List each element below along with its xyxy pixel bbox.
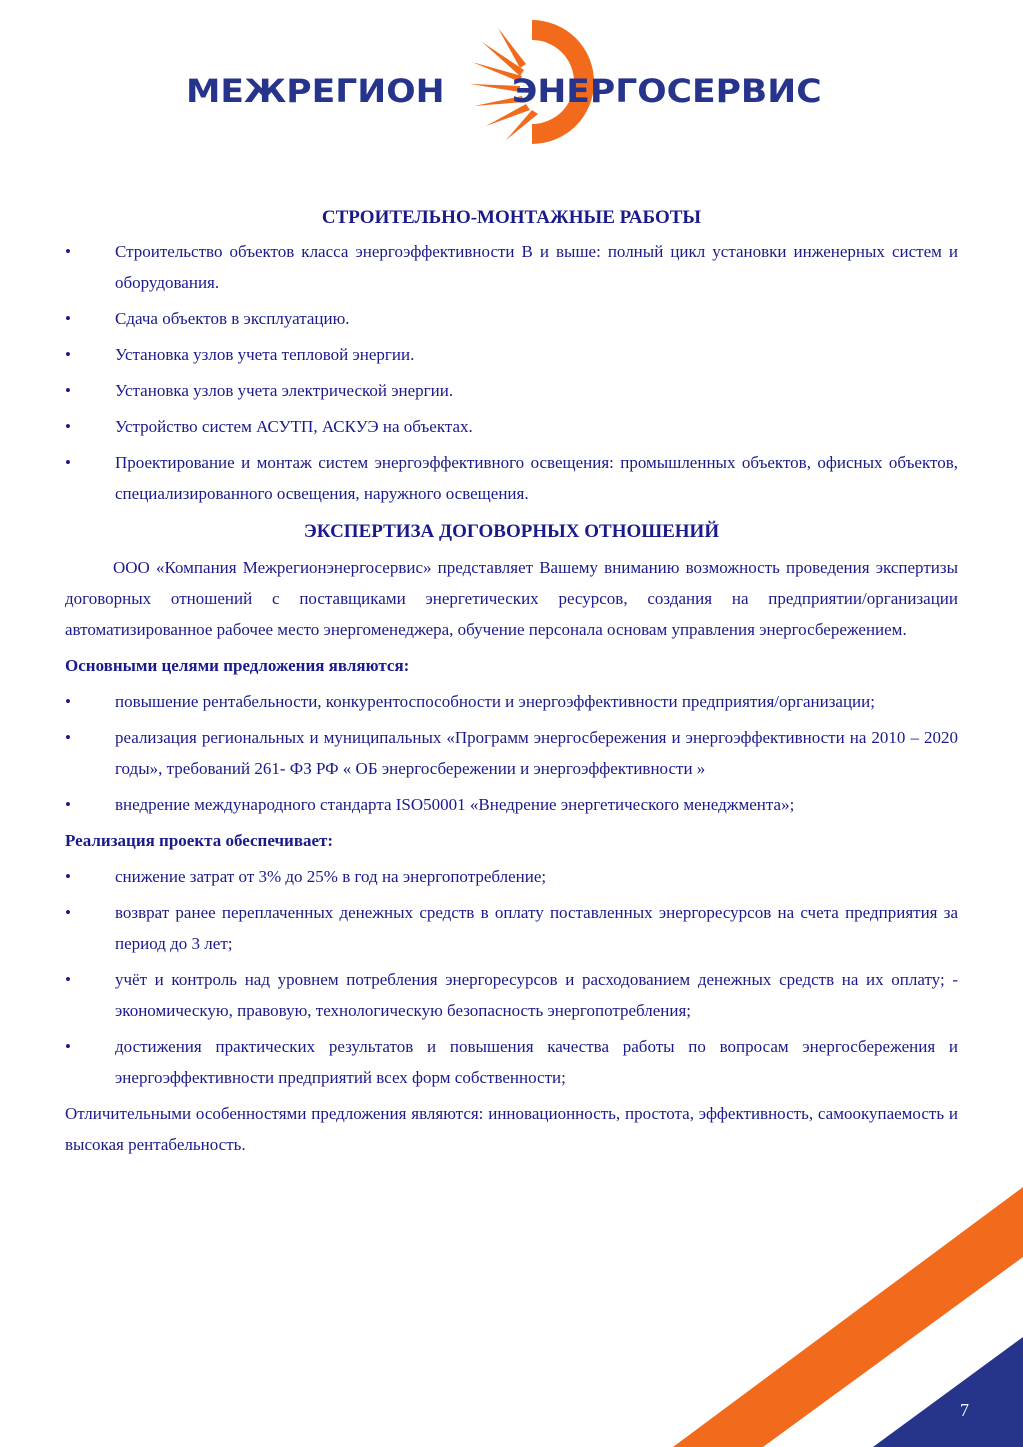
list-item-text: возврат ранее переплаченных денежных средств в оплату поставленных энергоресурсов на счета предприятия за период до 3 лет;: [115, 903, 958, 953]
goals-heading: Основными целями предложения являются:: [65, 656, 410, 675]
list-item: [65, 686, 958, 717]
list-item-text: Проектирование и монтаж систем энергоэффективного освещения: промышленных объектов, офисных объектов, специализированного освещения, наружного освещения.: [115, 453, 958, 503]
list-item-text: учёт и контроль над уровнем потребления энергоресурсов и расходованием денежных средств на их оплату; - экономическую, правовую, технологическую безопасность энергопотребления;: [115, 970, 958, 1020]
bullet: •: [65, 692, 71, 711]
list-item-text: Строительство объектов класса энергоэффективности В и выше: полный цикл установки инженерных систем и оборудования.: [115, 242, 958, 292]
list-item: [65, 722, 958, 784]
closing-paragraph: Отличительными особенностями предложения являются: инновационность, простота, эффективность, самоокупаемость и высокая рентабельность.: [65, 1104, 958, 1154]
list-item: [65, 1031, 958, 1093]
implementation-heading: Реализация проекта обеспечивает:: [65, 831, 334, 850]
list-item-text: Установка узлов учета тепловой энергии.: [115, 345, 415, 364]
bullet: •: [65, 242, 71, 261]
list-item: [65, 964, 958, 1026]
list-item-text: повышение рентабельности, конкурентоспособности и энергоэффективности предприятия/организации;: [115, 692, 875, 711]
bullet: •: [65, 417, 71, 436]
bullet: •: [65, 309, 71, 328]
list-item: [65, 375, 958, 406]
list-item-text: реализация региональных и муниципальных «Программ энергосбережения и энергоэффективности на 2010 – 2020 годы», требований 261- ФЗ РФ « ОБ энергосбережении и энергоэффективности »: [115, 728, 958, 778]
intro-paragraph: ООО «Компания Межрегионэнергосервис» представляет Вашему вниманию возможность проведения экспертизы договорных отношений с поставщиками энергетических ресурсов, создания на предприятии/организации автоматизированное рабочее место энергоменеджера, обучение персонала основам управления энергосбережением.: [65, 558, 958, 639]
list-item: [65, 861, 958, 892]
list-item-text: Установка узлов учета электрической энергии.: [115, 381, 454, 400]
list-item: [65, 411, 958, 442]
list-item-text: снижение затрат от 3% до 25% в год на энергопотребление;: [115, 867, 547, 886]
bullet: •: [65, 345, 71, 364]
list-item-text: Устройство систем АСУТП, АСКУЭ на объектах.: [115, 417, 473, 436]
company-logo: [0, 0, 1023, 160]
bullet: •: [65, 795, 71, 814]
list-item: [65, 789, 958, 820]
document-body: [65, 200, 958, 1165]
list-item-text: достижения практических результатов и повышения качества работы по вопросам энергосбережения и энергоэффективности предприятий всех форм собственности;: [115, 1037, 958, 1087]
bullet: •: [65, 867, 71, 886]
logo-text-left: МЕЖРЕГИОН: [186, 72, 445, 110]
bullet: •: [65, 381, 71, 400]
logo-text-right: ЭНЕРГОСЕРВИС: [512, 72, 822, 110]
section-title-expertise: ЭКСПЕРТИЗА ДОГОВОРНЫХ ОТНОШЕНИЙ: [303, 521, 720, 542]
list-item-text: внедрение международного стандарта ISO50001 «Внедрение энергетического менеджмента»;: [115, 795, 795, 814]
section-title-construction: СТРОИТЕЛЬНО-МОНТАЖНЫЕ РАБОТЫ: [321, 207, 702, 228]
list-item: [65, 897, 958, 959]
bullet: •: [65, 453, 71, 472]
list-item: [65, 447, 958, 509]
list-item: [65, 236, 958, 298]
bullet: •: [65, 1037, 71, 1056]
list-item: [65, 339, 958, 370]
list-item: [65, 303, 958, 334]
bullet: •: [65, 903, 71, 922]
bullet: •: [65, 970, 71, 989]
bullet: •: [65, 728, 71, 747]
list-item-text: Сдача объектов в эксплуатацию.: [115, 309, 350, 328]
page-number: 7: [960, 1400, 969, 1420]
